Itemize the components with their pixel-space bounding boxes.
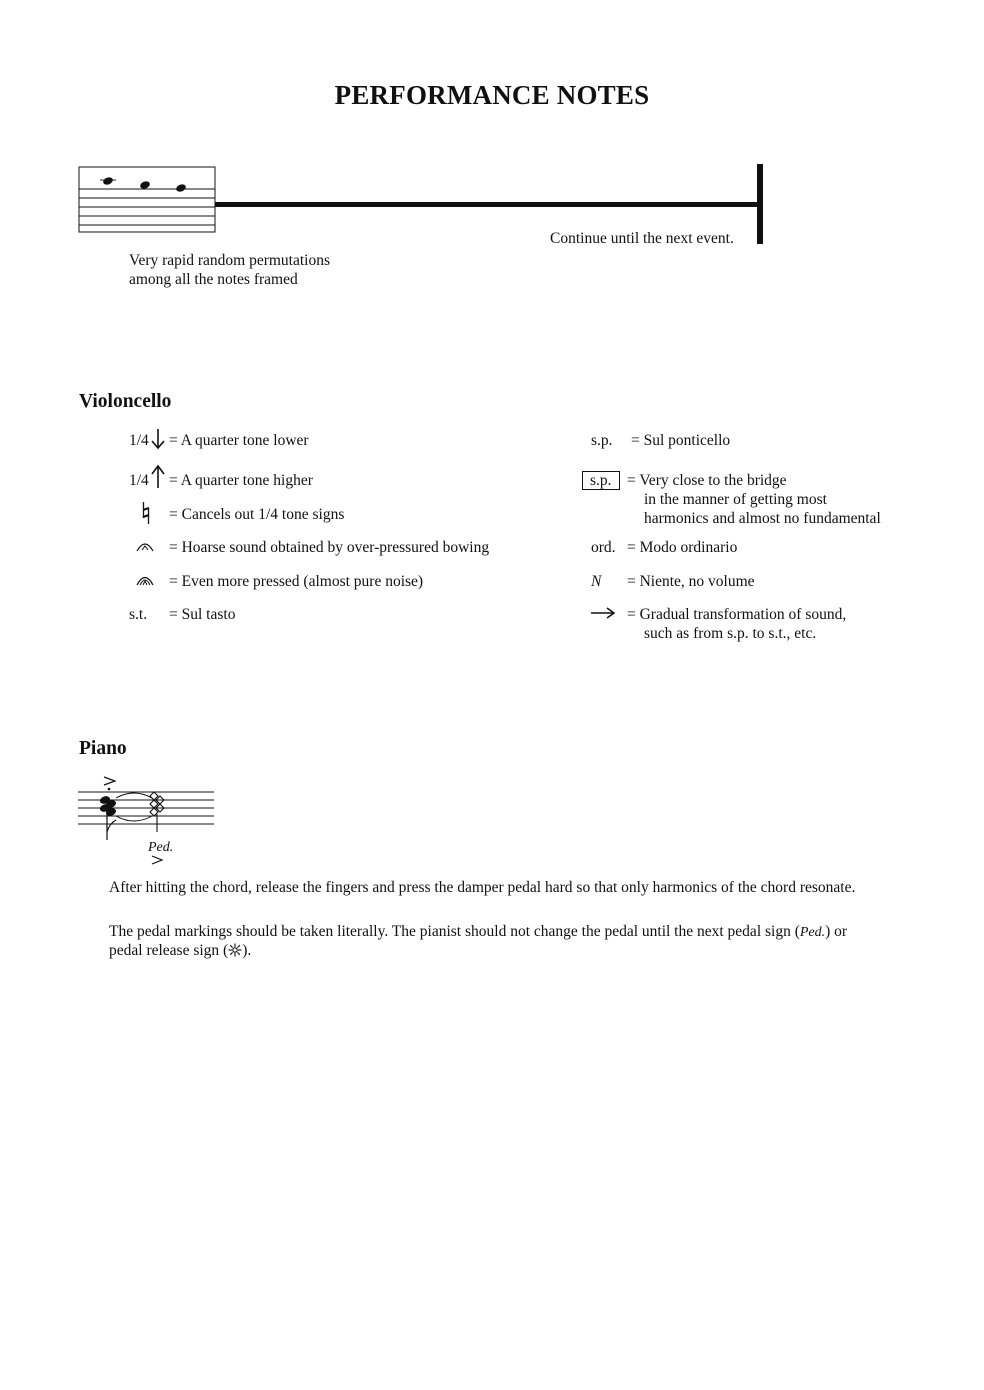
chord-note: After hitting the chord, release the fingers and press the damper pedal hard so that only harmonics of the chord resonate.: [109, 879, 856, 896]
end-barline: [757, 164, 763, 244]
gradual-line1: = Gradual transformation of sound,: [627, 606, 847, 623]
boxed-sp-symbol: s.p.: [582, 471, 620, 490]
quarter-lower-text: = A quarter tone lower: [169, 432, 309, 449]
pedal-note-line1-b: ) or: [825, 923, 848, 940]
hoarse-bow-icon: [135, 539, 155, 553]
sul-ponticello-symbol: s.p.: [591, 432, 613, 449]
ordinario-symbol: ord.: [591, 539, 616, 556]
arrow-down-icon: [150, 428, 166, 450]
natural-sign-icon: [141, 501, 151, 525]
framed-noteheads: [100, 176, 187, 193]
harmonic-chord: [150, 792, 164, 816]
notes-frame: [79, 167, 215, 232]
ordinario-text: = Modo ordinario: [627, 539, 738, 556]
violoncello-heading: Violoncello: [79, 391, 172, 412]
ped-marking: Ped.: [148, 840, 174, 855]
pedal-note-line2: [109, 941, 251, 960]
natural-text: = Cancels out 1/4 tone signs: [169, 506, 345, 523]
sul-tasto-text: = Sul tasto: [169, 606, 236, 623]
quarter-higher-text: = A quarter tone higher: [169, 472, 313, 489]
quarter-lower-symbol: 1/4: [129, 432, 149, 449]
staff-lines: [79, 189, 215, 225]
pedal-note-line1-a: The pedal markings should be taken literally. The pianist should not change the pedal until the next pedal sign (: [109, 923, 800, 940]
tie-lower: [116, 816, 152, 821]
piano-heading: Piano: [79, 738, 127, 759]
pedal-accent: [152, 856, 162, 864]
close-bridge-line3: harmonics and almost no fundamental: [644, 510, 881, 527]
struck-chord: [99, 795, 117, 817]
niente-text: = Niente, no volume: [627, 573, 755, 590]
quarter-higher-symbol: 1/4: [129, 472, 149, 489]
ped-sign-inline: Ped.: [799, 925, 826, 940]
niente-symbol: N: [591, 573, 602, 590]
pedal-note-line1: [109, 922, 847, 942]
gradual-line2: such as from s.p. to s.t., etc.: [644, 625, 817, 642]
continue-label: Continue until the next event.: [550, 230, 734, 247]
pressed-bow-icon: [135, 571, 155, 587]
tie-upper: [116, 793, 152, 798]
arrow-right-icon: [590, 606, 616, 620]
pedal-note-line2-b: ).: [242, 942, 252, 959]
sul-tasto-symbol: s.t.: [129, 606, 148, 623]
sul-ponticello-text: = Sul ponticello: [631, 432, 731, 449]
pedal-note-line2-a: pedal release sign (: [109, 942, 229, 959]
continuation-line: [215, 202, 760, 207]
close-bridge-line1: = Very close to the bridge: [627, 472, 787, 489]
hoarse-text: = Hoarse sound obtained by over-pressured bowing: [169, 539, 490, 556]
frame-caption-line1: Very rapid random permutations: [129, 252, 331, 269]
frame-caption-line2: among all the notes framed: [129, 271, 298, 288]
pedal-release-icon: [228, 943, 242, 957]
accent-mark: [104, 777, 115, 785]
close-bridge-line2: in the manner of getting most: [644, 491, 827, 508]
arrow-up-icon: [150, 465, 166, 489]
page-title: PERFORMANCE NOTES: [334, 80, 650, 110]
piano-chord-figure: [78, 772, 218, 872]
more-pressed-text: = Even more pressed (almost pure noise): [169, 573, 424, 590]
